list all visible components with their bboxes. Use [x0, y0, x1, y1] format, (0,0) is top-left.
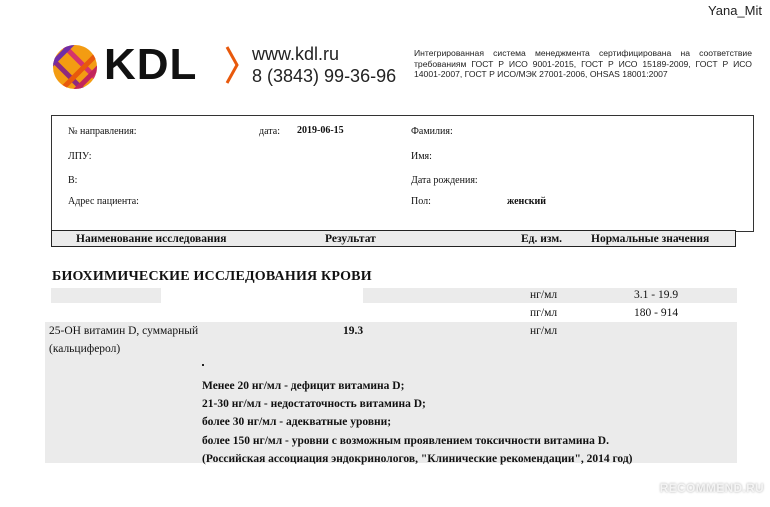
phone-number: 8 (3843) 99-36-96 — [252, 66, 397, 86]
row-result: 19.3 — [343, 325, 364, 337]
row-norm: 3.1 - 19.9 — [634, 289, 679, 301]
date-label: дата: — [259, 126, 280, 137]
sex-value: женский — [507, 196, 547, 207]
to-label: В: — [68, 175, 78, 186]
column-header-result: Результат — [325, 233, 376, 245]
row-unit: нг/мл — [530, 289, 558, 301]
reference-notes — [202, 377, 632, 468]
bullet-dot — [202, 364, 204, 366]
certification-text: Интегрированная система менеджмента сертифицирована на соответствие требованиям ГОСТ Р ИСО 9001-2015, ГОСТ Р ИСО 15189-2009, ГОСТ Р ИСО 14001-2007, ГОСТ Р ИСО/МЭК 27001-2006, OHSAS 18001:2007 — [414, 48, 752, 79]
row-name-line1: 25-ОН витамин D, суммарный — [49, 325, 199, 337]
note-line: 21-30 нг/мл - недостаточность витамина D; — [202, 398, 426, 411]
note-line: (Российская ассоциация эндокринологов, "Клинические рекомендации", 2014 год) — [202, 452, 633, 465]
chevron-right-icon — [224, 44, 240, 86]
website-link[interactable]: www.kdl.ru — [252, 44, 340, 64]
kdl-logo-ball-icon — [52, 44, 98, 90]
uploader-watermark: Yana_Mit — [708, 3, 762, 18]
table-header — [51, 230, 736, 247]
name-label: Имя: — [411, 151, 432, 162]
address-label: Адрес пациента: — [68, 196, 139, 207]
row-unit: нг/мл — [530, 325, 558, 337]
note-line: Менее 20 нг/мл - дефицит витамина D; — [202, 380, 405, 392]
section-title: БИОХИМИЧЕСКИЕ ИССЛЕДОВАНИЯ КРОВИ — [52, 269, 372, 284]
date-value: 2019-06-15 — [297, 125, 344, 136]
sex-label: Пол: — [411, 196, 431, 207]
row-unit: пг/мл — [530, 307, 558, 319]
kdl-logo-text: KDL — [104, 40, 198, 89]
note-line: более 30 нг/мл - адекватные уровни; — [202, 416, 392, 429]
row-norm: 180 - 914 — [634, 307, 679, 319]
column-header-name: Наименование исследования — [76, 233, 227, 245]
surname-label: Фамилия: — [411, 126, 453, 137]
column-header-norm: Нормальные значения — [591, 233, 710, 245]
lpu-label: ЛПУ: — [68, 151, 92, 162]
note-line: более 150 нг/мл - уровни с возможным проявлением токсичности витамина D. — [202, 434, 609, 447]
column-header-unit: Ед. изм. — [521, 233, 563, 245]
dob-label: Дата рождения: — [411, 175, 478, 186]
referral-label: № направления: — [68, 126, 137, 137]
recommend-watermark: RECOMMEND.RU — [659, 481, 764, 495]
table-row — [51, 288, 161, 303]
row-name-line2: (кальциферол) — [49, 343, 121, 355]
patient-info-box — [51, 115, 754, 232]
